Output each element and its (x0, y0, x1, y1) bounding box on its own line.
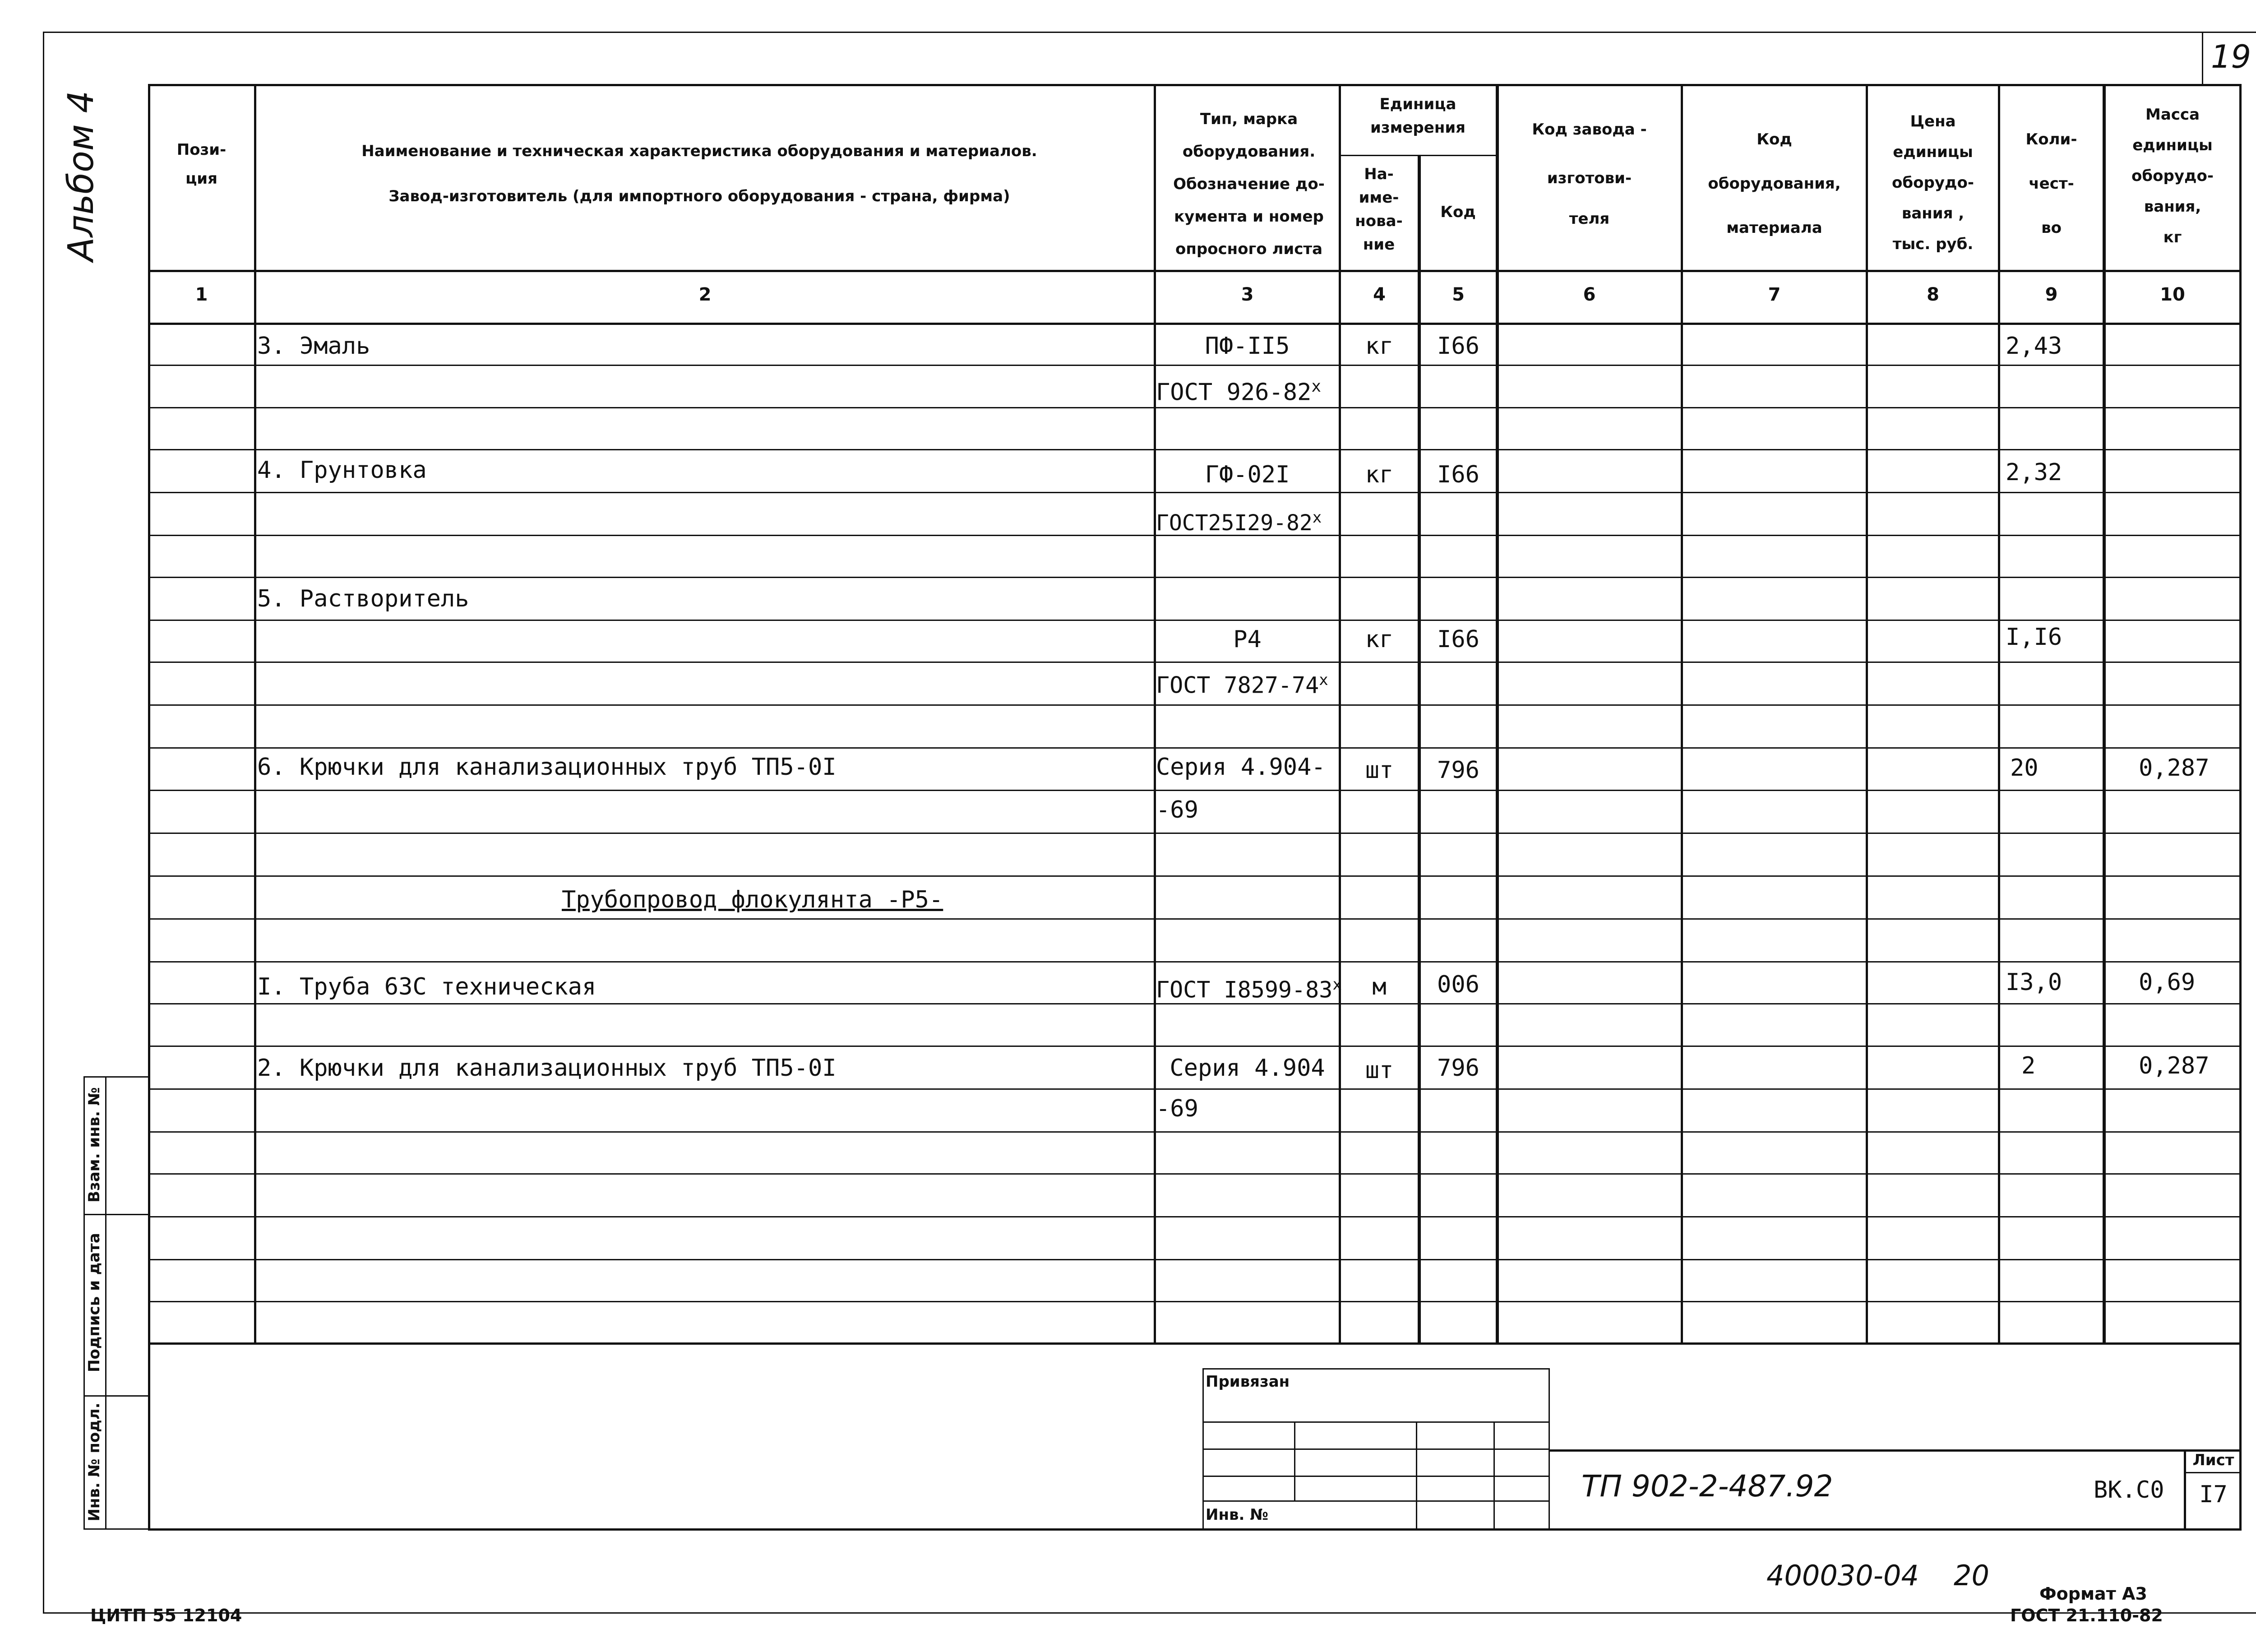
col-number: 1 (195, 284, 208, 305)
header-col3-line: Тип, марка (1200, 110, 1298, 128)
col-line-1 (254, 84, 256, 1345)
row-line (149, 365, 2240, 366)
item-type: Серия 4.904- (1156, 754, 1326, 781)
col-number: 8 (1927, 284, 1939, 305)
item-code: 796 (1437, 1055, 1479, 1082)
row-line (149, 747, 2240, 749)
item-mass: 0,287 (2139, 1052, 2210, 1079)
header-col4 (1340, 162, 1418, 256)
header-col8-line: оборудо- (1892, 174, 1974, 192)
header-col2-line: Завод-изготовитель (для импортного оборудования - страна, фирма) (388, 187, 1010, 205)
section-title: Трубопровод флокулянта -Р5- (562, 886, 943, 913)
stamp-privyazan: Привязан (1206, 1373, 1290, 1391)
footer-format: Формат А3 (2039, 1584, 2147, 1604)
album-label: Альбом 4 (61, 90, 102, 262)
row-line (149, 449, 2240, 450)
designation-code: ВК.С0 (2094, 1476, 2164, 1504)
col-number: 7 (1768, 284, 1781, 305)
footer-ref-num: 20 (1954, 1559, 1989, 1592)
header-col6-line: изготови- (1547, 169, 1632, 187)
item-type-gost (1156, 970, 1342, 1004)
page-number-box-left (2202, 32, 2203, 85)
item-mass: 0,69 (2139, 969, 2196, 996)
header-col4-line: нова- (1355, 212, 1403, 230)
item-type: ГФ-02I (1205, 461, 1290, 488)
row-line (149, 790, 2240, 791)
col-number: 10 (2160, 284, 2185, 305)
header-col9 (2000, 117, 2103, 250)
header-col3-line: кумента и номер (1174, 208, 1324, 226)
item-type-gost (1156, 372, 1321, 407)
header-col10 (2106, 99, 2239, 253)
item-unit: шт (1365, 1057, 1394, 1084)
header-col1-line: Пози- (176, 141, 227, 159)
header-col6-line: Код завода - (1532, 120, 1647, 139)
item-code: I66 (1437, 333, 1479, 360)
frame-top (43, 32, 2256, 33)
header-col3-line: Обозначение до- (1173, 175, 1325, 193)
side-label-inv: Инв. № подл. (85, 1402, 103, 1522)
row-line (149, 620, 2240, 621)
item-qty: 20 (2010, 754, 2039, 782)
item-unit: шт (1365, 757, 1394, 784)
header-col10-line: кг (2163, 228, 2182, 246)
col-number: 2 (698, 284, 712, 305)
item-qty: 2,43 (2006, 333, 2062, 360)
header-col8 (1868, 106, 1998, 259)
col-number: 6 (1583, 284, 1596, 305)
footer-ref: 400030-04 (1766, 1559, 1919, 1592)
stamp-line (1202, 1421, 1550, 1423)
side-label-zam: Взам. инв. № (85, 1087, 103, 1203)
row-line (149, 833, 2240, 834)
item-code: I66 (1437, 626, 1479, 653)
header-col7-line: Код (1757, 130, 1792, 148)
item-qty: I3,0 (2006, 969, 2062, 996)
table-top (148, 84, 2242, 86)
item-type-gost (1156, 666, 1328, 700)
item-name: 5. Растворитель (257, 585, 469, 612)
table-bottom (148, 1342, 2242, 1345)
item-unit: кг (1365, 333, 1394, 360)
header-col6 (1498, 99, 1681, 241)
item-type-gost (1156, 503, 1322, 537)
header-col10-line: Масса (2145, 106, 2200, 124)
col-number: 5 (1452, 284, 1465, 305)
row-line (149, 1216, 2240, 1217)
stamp-inv: Инв. № (1206, 1506, 1269, 1524)
sheet-label: Лист (2192, 1451, 2234, 1469)
gost-sup: x (1332, 976, 1342, 994)
frame-left (43, 32, 44, 1614)
header-col4-line: На- (1364, 165, 1394, 183)
item-name: 3. Эмаль (257, 333, 370, 360)
row-line (149, 1173, 2240, 1175)
header-col9-line: чест- (2029, 175, 2074, 193)
col-line-4 (1418, 155, 1421, 1345)
colnum-bottom (148, 323, 2242, 325)
stamp-vline (1416, 1421, 1417, 1530)
item-name: 2. Крючки для канализационных труб ТП5-0I (257, 1055, 837, 1082)
item-qty: 2,32 (2006, 459, 2062, 486)
header-col3-line: опросного листа (1175, 240, 1323, 258)
header-col10-line: вания, (2144, 198, 2201, 216)
item-type: Серия 4.904 (1170, 1055, 1325, 1082)
title-block-top (1549, 1449, 2242, 1452)
stamp-line (1202, 1476, 1550, 1477)
item-type: ПФ-II5 (1205, 333, 1290, 360)
item-code: 006 (1437, 971, 1479, 998)
header-col10-line: оборудо- (2131, 167, 2214, 185)
col-line-2 (1154, 84, 1156, 1345)
gost-text: ГОСТ 7827-74 (1156, 672, 1319, 699)
header-col2-line: Наименование и техническая характеристика оборудования и материалов. (361, 142, 1037, 160)
item-type-cont: -69 (1156, 796, 1198, 824)
page-number: 19 (2211, 38, 2251, 75)
row-line (149, 961, 2240, 963)
item-mass: 0,287 (2139, 754, 2210, 782)
stamp-vline (1493, 1421, 1495, 1530)
col-number: 4 (1373, 284, 1386, 305)
item-name: 4. Грунтовка (257, 457, 427, 484)
header-col1 (149, 135, 254, 193)
row-line (149, 875, 2240, 877)
row-line (149, 1259, 2240, 1260)
row-line (149, 1301, 2240, 1302)
row-line (149, 492, 2240, 493)
footer-gost: ГОСТ 21.110-82 (2010, 1606, 2163, 1625)
item-code: 796 (1437, 757, 1479, 784)
col-line-8 (1998, 84, 2000, 1345)
sheet-bottom (148, 1528, 2242, 1531)
row-line (149, 918, 2240, 920)
header-unit-line: измерения (1370, 119, 1465, 137)
item-unit: кг (1365, 461, 1394, 488)
designation: ТП 902-2-487.92 (1581, 1469, 1833, 1504)
item-type-cont: -69 (1156, 1095, 1198, 1122)
gost-text: ГОСТ I8599-83 (1156, 976, 1333, 1003)
header-col7-line: материала (1726, 219, 1822, 237)
side-stamp-left (83, 1076, 85, 1530)
item-name: I. Труба 63С техническая (257, 973, 596, 1000)
header-col6-line: теля (1569, 210, 1610, 228)
side-label-signature: Подпись и дата (85, 1233, 103, 1372)
unit-subheader-line (1339, 155, 1497, 156)
header-bottom (148, 270, 2242, 272)
header-col3-line: оборудования. (1182, 143, 1316, 161)
gost-text: ГОСТ 926-82 (1156, 379, 1312, 406)
stamp-line (1202, 1448, 1550, 1450)
gost-sup: x (1311, 377, 1322, 396)
header-col2 (271, 129, 1128, 219)
header-col1-line: ция (185, 170, 217, 188)
side-stamp-line (83, 1214, 149, 1215)
header-col4-line: ние (1363, 236, 1395, 254)
gost-sup: x (1319, 671, 1328, 689)
header-col8-line: единицы (1893, 143, 1973, 161)
row-line (149, 1131, 2240, 1133)
frame-bottom (43, 1612, 2256, 1614)
item-type: Р4 (1233, 626, 1262, 653)
header-col7-line: оборудования, (1708, 175, 1841, 193)
col-line-5 (1496, 84, 1499, 1345)
stamp-vline (1294, 1421, 1295, 1502)
col-number: 9 (2045, 284, 2058, 305)
side-stamp-mid (105, 1076, 106, 1530)
col-line-6 (1681, 84, 1683, 1345)
item-unit: кг (1365, 626, 1394, 653)
item-qty: I,I6 (2006, 624, 2062, 651)
row-line (149, 704, 2240, 706)
header-col9-line: Коли- (2025, 130, 2077, 148)
gost-sup: x (1312, 509, 1322, 527)
header-col7 (1683, 117, 1866, 250)
col-line-3 (1339, 84, 1341, 1345)
col-line-9 (2103, 84, 2106, 1345)
header-col10-line: единицы (2132, 136, 2213, 154)
item-qty: 2 (2021, 1052, 2036, 1079)
gost-text: ГОСТ25I29-82 (1156, 510, 1313, 536)
col-number: 3 (1241, 284, 1254, 305)
header-unit-line: Единица (1379, 95, 1456, 113)
table-right (2239, 84, 2242, 1531)
sheet-number: I7 (2199, 1481, 2228, 1508)
header-unit (1340, 93, 1496, 139)
row-line (149, 662, 2240, 663)
header-col4-line: име- (1359, 189, 1399, 207)
col-line-7 (1866, 84, 1868, 1345)
row-line (149, 407, 2240, 408)
header-col8-line: Цена (1910, 112, 1956, 130)
footer-citp: ЦИТП 55 12104 (90, 1606, 242, 1625)
header-col8-line: тыс. руб. (1892, 235, 1974, 253)
header-col9-line: во (2041, 219, 2062, 237)
row-line (149, 577, 2240, 578)
item-code: I66 (1437, 461, 1479, 488)
header-col5: Код (1440, 203, 1476, 221)
item-name: 6. Крючки для канализационных труб ТП5-0I (257, 754, 837, 781)
row-line (149, 1046, 2240, 1047)
row-line (149, 1088, 2240, 1090)
header-col3 (1159, 103, 1339, 265)
item-unit: м (1372, 973, 1387, 1000)
header-col8-line: вания , (1901, 204, 1965, 222)
